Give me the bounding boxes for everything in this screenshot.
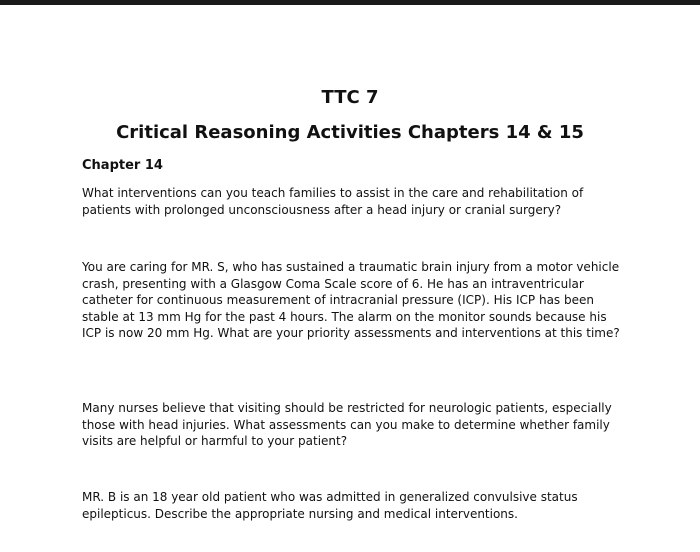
chapter-heading: Chapter 14 bbox=[82, 158, 163, 173]
question-paragraph-2: You are caring for MR. S, who has sustained a traumatic brain injury from a motor vehicle crash, presenting with a Glasgow Coma Scale score of 6. He has an intraventricular catheter for continuous measurement of intracranial pressure (ICP). His ICP has been stable at 13 mm Hg for the past 4 hours. The alarm on the monitor sounds because his ICP is now 20 mm Hg. What are your priority assessments and interventions at this time? bbox=[82, 260, 620, 340]
question-paragraph-1: What interventions can you teach families to assist in the care and rehabilitation of patients with prolonged unconsciousness after a head injury or cranial surgery? bbox=[82, 186, 584, 217]
question-paragraph-4: MR. B is an 18 year old patient who was admitted in generalized convulsive status epilepticus. Describe the appropriate nursing and medical interventions. bbox=[82, 490, 578, 521]
document-subtitle: Critical Reasoning Activities Chapters 14 & 15 bbox=[116, 122, 584, 143]
top-border bbox=[0, 0, 700, 5]
document-title: TTC 7 bbox=[321, 87, 379, 108]
question-paragraph-3: Many nurses believe that visiting should be restricted for neurologic patients, especially those with head injuries. What assessments can you make to determine whether family visits are helpful or harmful to your patient? bbox=[82, 401, 612, 448]
